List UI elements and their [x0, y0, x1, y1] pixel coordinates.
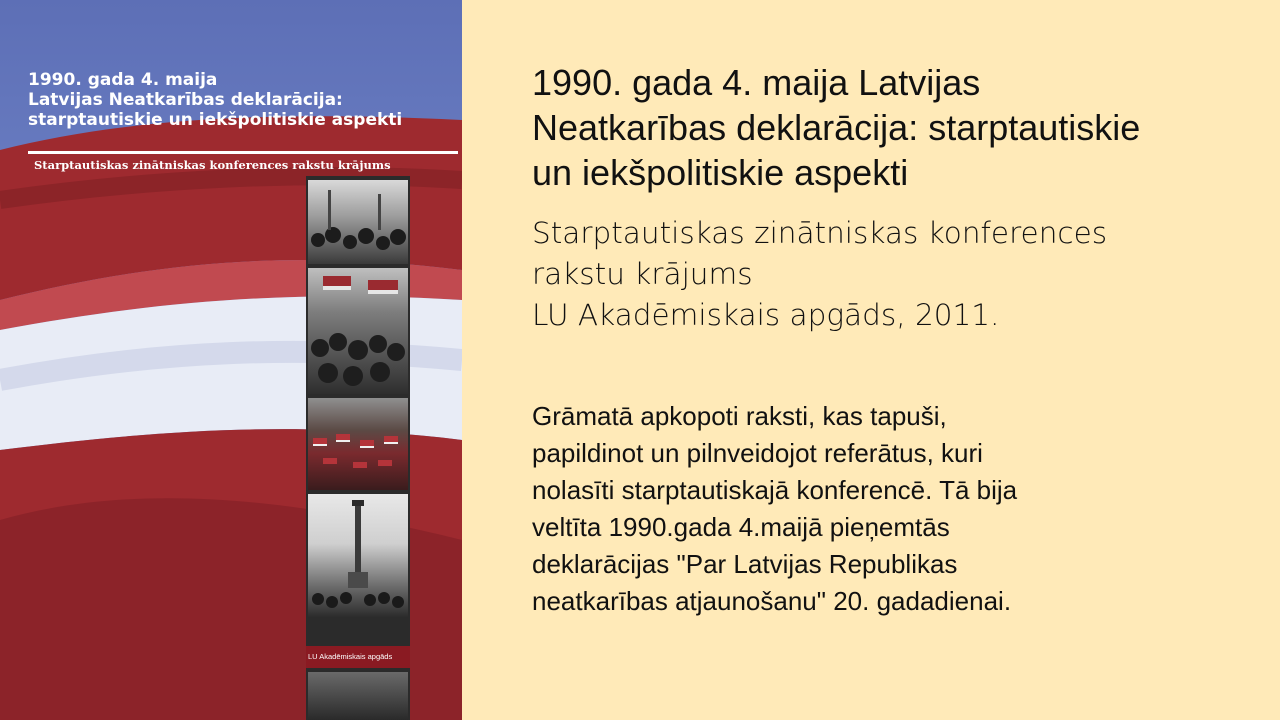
book-publisher-year: LU Akadēmiskais apgāds, 2011.: [532, 298, 1000, 332]
description-line: veltīta 1990.gada 4.maijā pieņemtās: [532, 512, 950, 542]
crowd-photo: [308, 672, 408, 720]
description-line: papildinot un pilnveidojot referātus, kuri: [532, 438, 983, 468]
book-description: [532, 398, 1172, 620]
description-line: nolasīti starptautiskajā konferencē. Tā bija: [532, 475, 1018, 505]
cover-subtitle: Starptautiskas zinātniskas konferences rakstu krājums: [34, 158, 391, 172]
book-title: [532, 60, 1272, 195]
book-title-line: un iekšpolitiskie aspekti: [532, 152, 909, 193]
description-line: deklarācijas "Par Latvijas Republikas: [532, 549, 958, 579]
book-subtitle: [532, 213, 1272, 336]
book-subtitle-line: rakstu krājums: [532, 257, 753, 291]
cover-divider: [28, 151, 458, 154]
photo-strip: [306, 176, 410, 720]
cover-title: [28, 70, 458, 130]
crowd-photo: [308, 180, 408, 264]
cover-publisher: LU Akadēmiskais apgāds: [308, 652, 393, 661]
book-title-line: 1990. gada 4. maija Latvijas: [532, 62, 981, 103]
book-subtitle-line: Starptautiskas zinātniskas konferences: [532, 216, 1108, 250]
rally-photo: [308, 268, 408, 394]
publisher-bar: [306, 646, 410, 668]
book-cover: [0, 0, 462, 720]
description-line: Grāmatā apkopoti raksti, kas tapuši,: [532, 401, 947, 431]
description-line: neatkarības atjaunošanu" 20. gadadienai.: [532, 586, 1012, 616]
cover-title-line: starptautiskie un iekšpolitiskie aspekti: [28, 110, 403, 130]
cover-title-line: 1990. gada 4. maija: [28, 70, 218, 90]
book-title-line: Neatkarības deklarācija: starptautiskie: [532, 107, 1141, 148]
flags-crowd-photo: [308, 398, 408, 490]
monument-photo: [308, 494, 408, 618]
cover-title-line: Latvijas Neatkarības deklarācija:: [28, 90, 343, 110]
